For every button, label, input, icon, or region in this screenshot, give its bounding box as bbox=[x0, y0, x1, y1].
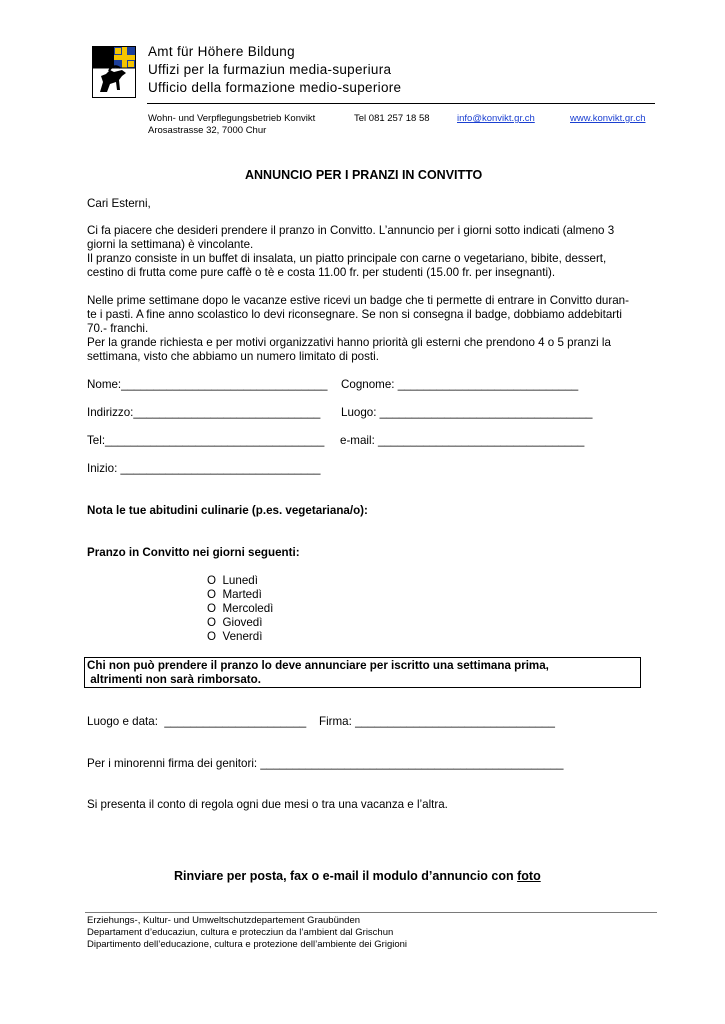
days-label: Pranzo in Convitto nei giorni seguenti: bbox=[87, 546, 300, 559]
badge-line: settimana, visto che abbiamo un numero limitato di posti. bbox=[87, 350, 379, 363]
badge-line: Per la grande richiesta e per motivi organizzativi hanno priorità gli esterni che prendono 4 o 5 pranzi la bbox=[87, 336, 611, 349]
address-line-1: Wohn- und Verpflegungsbetrieb Konvikt bbox=[148, 113, 316, 124]
checkbox-circle-icon[interactable]: O bbox=[207, 602, 217, 615]
place-date-field[interactable]: Luogo e data: ______________________ bbox=[87, 715, 307, 728]
day-label: Mercoledì bbox=[222, 602, 274, 615]
footer-department-it: Dipartimento dell’educazione, cultura e protezione dell’ambiente dei Grigioni bbox=[87, 939, 408, 950]
address-line-2: Arosastrasse 32, 7000 Chur bbox=[148, 125, 267, 136]
day-option-thursday[interactable] bbox=[207, 616, 273, 630]
signature-field[interactable]: Firma: _______________________________ bbox=[319, 715, 555, 728]
badge-paragraph bbox=[87, 294, 667, 364]
website-link[interactable]: www.konvikt.gr.ch bbox=[570, 113, 646, 124]
day-label: Venerdì bbox=[222, 630, 263, 643]
day-option-tuesday[interactable] bbox=[207, 588, 273, 602]
checkbox-circle-icon[interactable]: O bbox=[207, 588, 217, 601]
intro-line: cestino di frutta come pure caffè o tè e costa 11.00 fr. per studenti (15.00 fr. per insegnanti). bbox=[87, 266, 556, 279]
header-rule bbox=[147, 103, 655, 104]
checkbox-circle-icon[interactable]: O bbox=[207, 574, 217, 587]
parent-signature-field[interactable]: Per i minorenni firma dei genitori: _______________________________________________ bbox=[87, 757, 564, 770]
return-text: Rinviare per posta, fax o e-mail il modulo d’annuncio con bbox=[174, 869, 518, 883]
refund-notice-box bbox=[84, 657, 641, 688]
checkbox-circle-icon[interactable]: O bbox=[207, 616, 217, 629]
day-label: Lunedì bbox=[222, 574, 258, 587]
footer-rule bbox=[85, 912, 657, 913]
email-link[interactable]: info@konvikt.gr.ch bbox=[457, 113, 535, 124]
surname-field[interactable]: Cognome: ____________________________ bbox=[341, 378, 579, 391]
notice-line: Chi non può prendere il pranzo lo deve annunciare per iscritto una settimana prima, bbox=[87, 659, 549, 672]
notice-line: altrimenti non sarà rimborsato. bbox=[87, 673, 261, 686]
day-option-friday[interactable] bbox=[207, 630, 273, 644]
footer-department-de: Erziehungs-, Kultur- und Umweltschutzdepartement Graubünden bbox=[87, 915, 361, 926]
dietary-note-label: Nota le tue abitudini culinarie (p.es. vegetariana/o): bbox=[87, 504, 368, 517]
intro-line: giorni la settimana) è vincolante. bbox=[87, 238, 254, 251]
address-field[interactable]: Indirizzo:_____________________________ bbox=[87, 406, 321, 419]
return-photo-word: foto bbox=[517, 869, 541, 883]
name-field[interactable]: Nome:________________________________ bbox=[87, 378, 328, 391]
checkbox-circle-icon[interactable]: O bbox=[207, 630, 217, 643]
day-label: Giovedì bbox=[222, 616, 263, 629]
day-option-monday[interactable] bbox=[207, 574, 273, 588]
weekday-checklist bbox=[207, 574, 273, 644]
phone-field[interactable]: Tel:__________________________________ bbox=[87, 434, 325, 447]
billing-note: Si presenta il conto di regola ogni due mesi o tra una vacanza e l’altra. bbox=[87, 798, 448, 811]
office-name-rm: Uffizi per la furmaziun media-superiura bbox=[148, 62, 392, 77]
salutation: Cari Esterni, bbox=[87, 197, 151, 210]
badge-line: 70.- franchi. bbox=[87, 322, 149, 335]
intro-line: Ci fa piacere che desideri prendere il pranzo in Convitto. L’annuncio per i giorni sotto indicati (almeno 3 bbox=[87, 224, 615, 237]
return-instruction bbox=[174, 869, 541, 883]
phone-number: Tel 081 257 18 58 bbox=[354, 113, 430, 124]
intro-line: Il pranzo consiste in un buffet di insalata, un piatto principale con carne o vegetariano, bibite, dessert, bbox=[87, 252, 607, 265]
intro-paragraph bbox=[87, 224, 667, 280]
badge-line: Nelle prime settimane dopo le vacanze estive ricevi un badge che ti permette di entrare in Convitto duran- bbox=[87, 294, 629, 307]
office-name-it: Ufficio della formazione medio-superiore bbox=[148, 80, 402, 95]
email-field[interactable]: e-mail: ________________________________ bbox=[340, 434, 585, 447]
page-title: ANNUNCIO PER I PRANZI IN CONVITTO bbox=[245, 168, 483, 182]
footer-department-rm: Departament d’educaziun, cultura e protecziun da l’ambient dal Grischun bbox=[87, 927, 394, 938]
start-date-field[interactable]: Inizio: _______________________________ bbox=[87, 462, 321, 475]
day-option-wednesday[interactable] bbox=[207, 602, 273, 616]
city-field[interactable]: Luogo: _________________________________ bbox=[341, 406, 593, 419]
day-label: Martedì bbox=[222, 588, 262, 601]
coat-of-arms-logo bbox=[92, 46, 136, 98]
office-name-de: Amt für Höhere Bildung bbox=[148, 44, 295, 59]
badge-line: te i pasti. A fine anno scolastico lo devi riconsegnare. Se non si consegna il badge, dobbiamo addebitarti bbox=[87, 308, 622, 321]
